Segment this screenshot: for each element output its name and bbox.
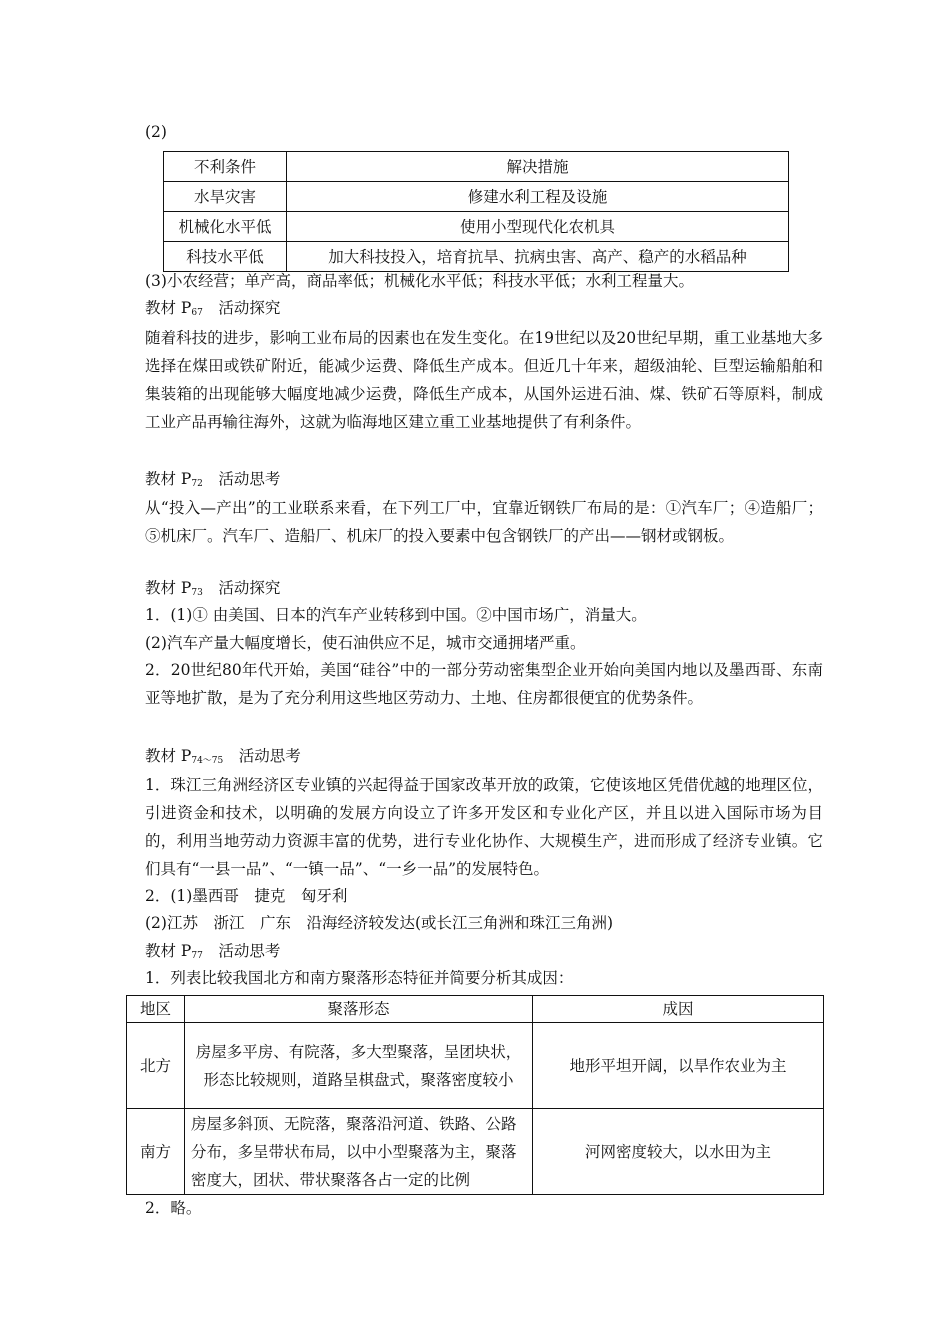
section-heading <box>145 577 825 604</box>
table-header-cell: 地区 <box>127 996 185 1023</box>
heading-activity: 活动思考 <box>223 747 301 765</box>
section-heading <box>145 940 825 967</box>
answer-line: 1．(1)① 由美国、日本的汽车产业转移到中国。②中国市场广，消量大。 <box>145 606 647 624</box>
heading-text: 教材 P <box>145 942 192 960</box>
paragraph: 随着科技的进步，影响工业布局的因素也在发生变化。在19世纪以及20世纪早期，重工业基地大多选择在煤田或铁矿附近，能减少运费、降低生产成本。但近几十年来，超级油轮、巨型运输船舶和集装箱的出现能够大幅度地减少运费，降低生产成本，从国外运进石油、煤、铁矿石等原料，制成工业产品再输往海外，这就为临海地区建立重工业基地提供了有利条件。 <box>145 329 823 431</box>
table-cell: 机械化水平低 <box>164 212 287 242</box>
table-row <box>164 182 789 212</box>
page-subscript: 73 <box>191 588 203 598</box>
table-cell: 地形平坦开阔，以旱作农业为主 <box>533 1023 824 1109</box>
table-header-cell: 不利条件 <box>164 152 287 182</box>
heading-text: 教材 P <box>145 470 192 488</box>
page-subscript: 74～75 <box>191 756 224 766</box>
answer-line: 1．列表比较我国北方和南方聚落形态特征并简要分析其成因： <box>145 969 574 987</box>
table-adverse-conditions <box>163 151 789 272</box>
table-header-cell: 解决措施 <box>287 152 789 182</box>
page-subscript: 77 <box>191 951 203 961</box>
table-cell: 北方 <box>127 1023 185 1109</box>
table-row <box>164 212 789 242</box>
page-subscript: 67 <box>191 308 203 318</box>
table-cell: 使用小型现代化农机具 <box>287 212 789 242</box>
end-text: 2．略。 <box>145 1199 202 1217</box>
table-row <box>164 242 789 272</box>
answer-line: 2．(1)墨西哥 捷克 匈牙利 <box>145 887 348 905</box>
table-row <box>127 1023 824 1109</box>
table-cell: 修建水利工程及设施 <box>287 182 789 212</box>
section-heading <box>145 745 825 772</box>
table-row <box>127 1109 824 1195</box>
heading-activity: 活动探究 <box>202 579 281 597</box>
table-header-row <box>164 152 789 182</box>
section-heading <box>145 297 825 324</box>
answer-line: (2)汽车产量大幅度增长，使石油供应不足，城市交通拥堵严重。 <box>145 634 586 652</box>
answer-line: (2)江苏 浙江 广东 沿海经济较发达(或长江三角洲和珠江三角洲) <box>145 914 614 932</box>
heading-activity: 活动思考 <box>202 470 281 488</box>
table-cell: 房屋多平房、有院落，多大型聚落，呈团块状，形态比较规则，道路呈棋盘式，聚落密度较小 <box>185 1023 533 1109</box>
table-cell: 加大科技投入，培育抗旱、抗病虫害、高产、稳产的水稻品种 <box>287 242 789 272</box>
paragraph: 1．珠江三角洲经济区专业镇的兴起得益于国家改革开放的政策，它使该地区凭借优越的地理区位，引进资金和技术，以明确的发展方向设立了许多开发区和专业化产区，并且以进入国际市场为目的，利用当地劳动力资源丰富的优势，进行专业化协作、大规模生产，进而形成了经济专业镇。它们具有“一县一品”、“一镇一品”、“一乡一品”的发展特色。 <box>145 776 823 878</box>
table-header-row <box>127 996 824 1023</box>
heading-text: 教材 P <box>145 579 192 597</box>
table-cell: 科技水平低 <box>164 242 287 272</box>
heading-activity: 活动思考 <box>202 942 281 960</box>
section-heading <box>145 468 825 495</box>
table-cell: 房屋多斜顶、无院落，聚落沿河道、铁路、公路分布，多呈带状布局，以中小型聚落为主，聚落密度大，团状、带状聚落各占一定的比例 <box>185 1109 533 1195</box>
table-cell: 河网密度较大，以水田为主 <box>533 1109 824 1195</box>
table-header-cell: 聚落形态 <box>185 996 533 1023</box>
table-settlement-comparison <box>126 995 824 1195</box>
heading-activity: 活动探究 <box>202 299 281 317</box>
page-subscript: 72 <box>191 479 203 489</box>
table-cell: 水旱灾害 <box>164 182 287 212</box>
paragraph: 从“投入—产出”的工业联系来看，在下列工厂中，宜靠近钢铁厂布局的是：①汽车厂；④造船厂；⑤机床厂。汽车厂、造船厂、机床厂的投入要素中包含钢铁厂的产出——钢材或钢板。 <box>145 499 823 545</box>
paragraph: 2．20世纪80年代开始，美国“硅谷”中的一部分劳动密集型企业开始向美国内地以及墨西哥、东南亚等地扩散，是为了充分利用这些地区劳动力、土地、住房都很便宜的优势条件。 <box>145 661 823 707</box>
table-header-cell: 成因 <box>533 996 824 1023</box>
heading-text: 教材 P <box>145 747 192 765</box>
table-cell: 南方 <box>127 1109 185 1195</box>
part2-label: (2) <box>145 123 167 141</box>
part3-text: (3)小农经营；单产高，商品率低；机械化水平低；科技水平低；水利工程量大。 <box>145 272 694 290</box>
heading-text: 教材 P <box>145 299 192 317</box>
